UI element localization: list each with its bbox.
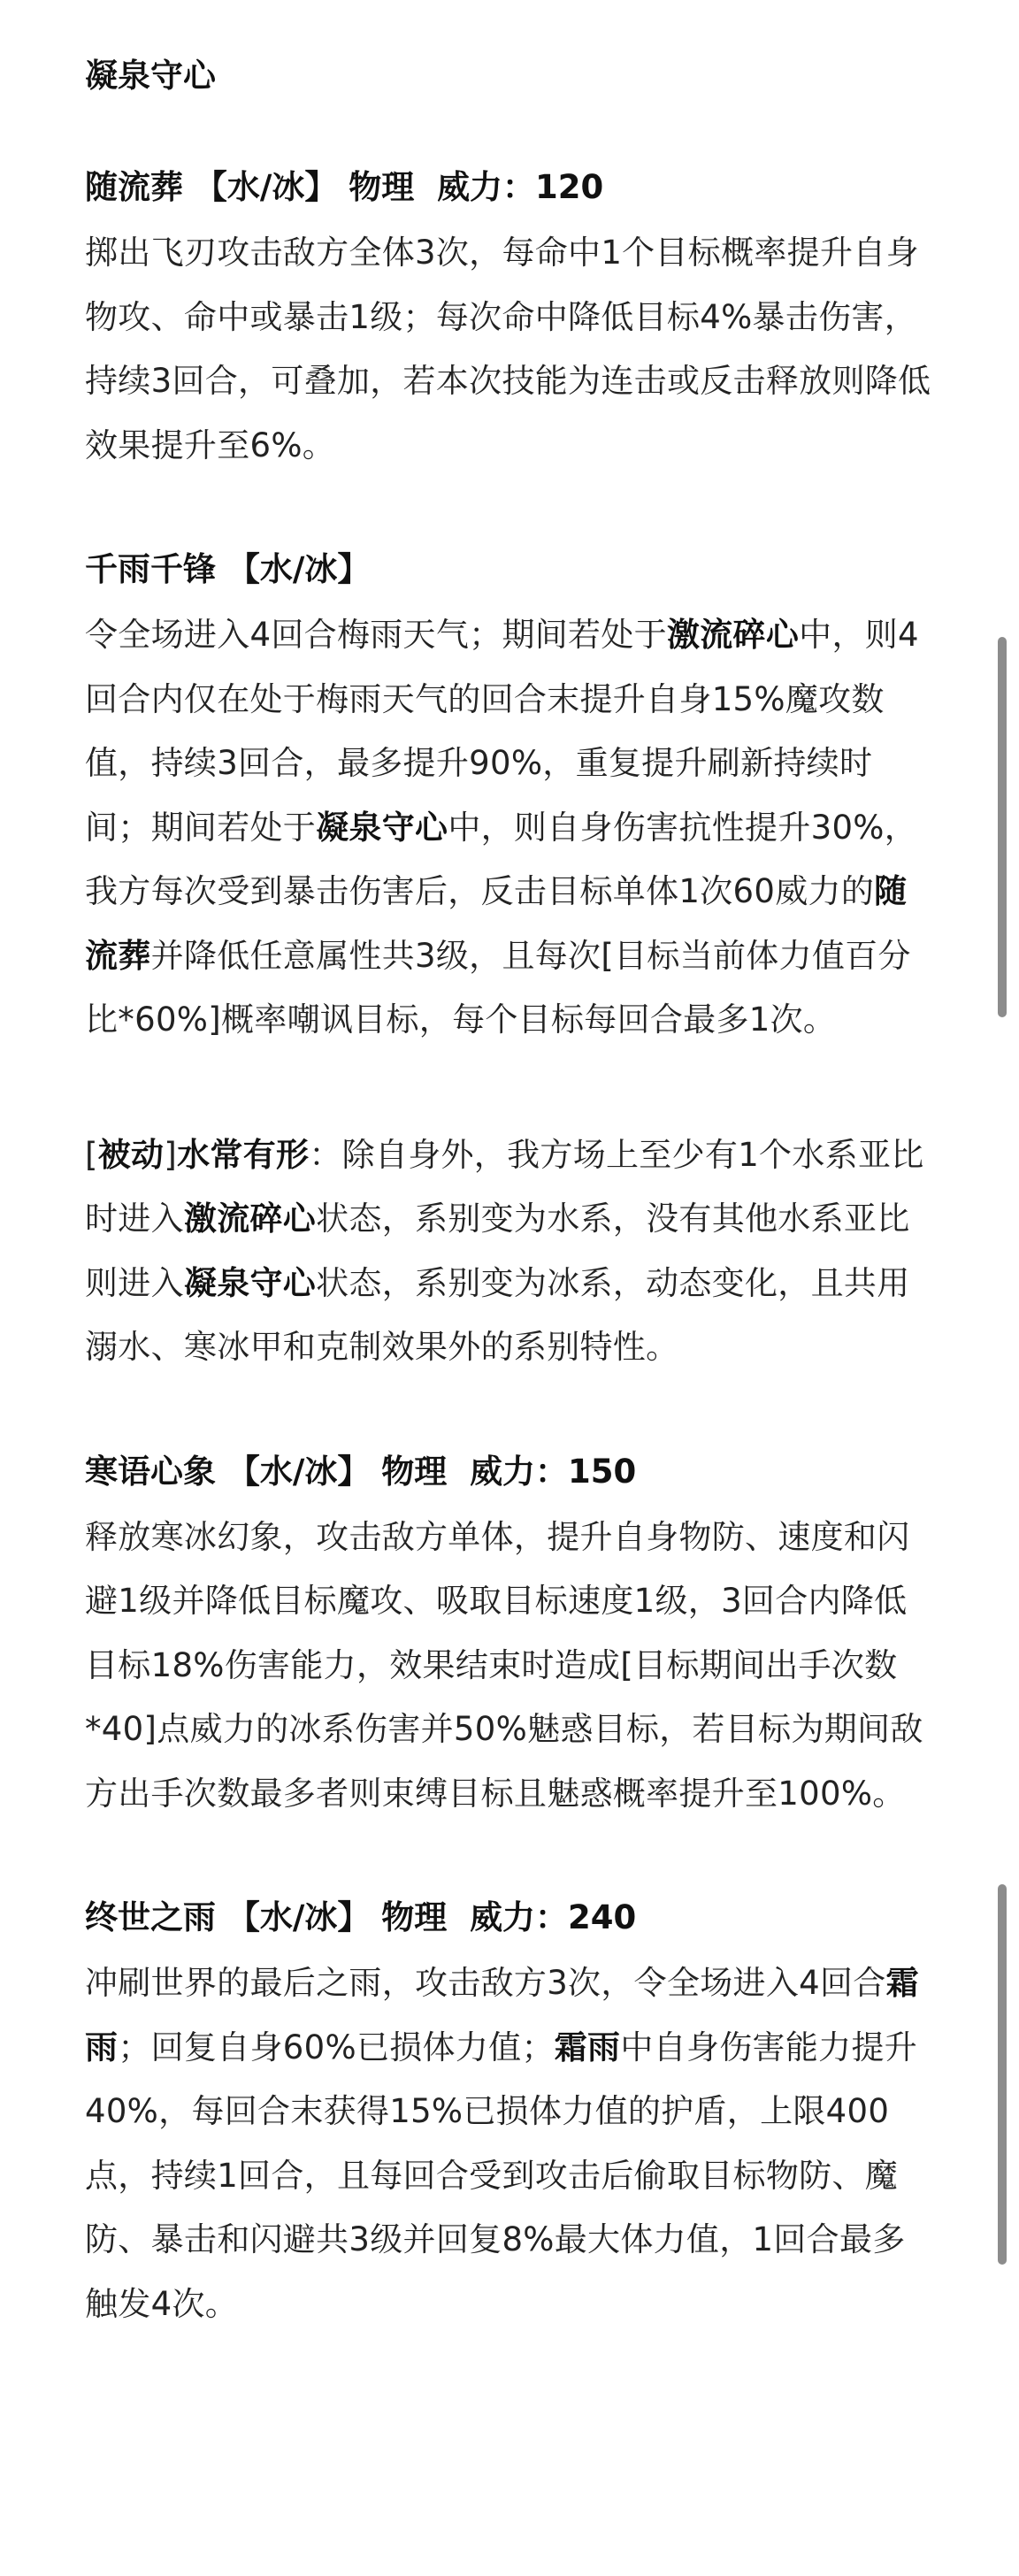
scrollbar-thumb-upper[interactable] bbox=[998, 637, 1007, 1017]
skill-attr: 【水/冰】 bbox=[226, 1452, 371, 1491]
skill-block bbox=[85, 166, 934, 478]
description-text: [ bbox=[85, 1135, 98, 1174]
skill-description bbox=[85, 603, 934, 1053]
skill-description bbox=[85, 1951, 934, 2336]
skill-attr: 【水/冰】 bbox=[226, 550, 371, 588]
skill-name: 寒语心象 bbox=[85, 1452, 216, 1491]
skill-header bbox=[85, 166, 934, 209]
skill-attr: 【水/冰】 bbox=[194, 168, 338, 206]
skill-header bbox=[85, 1451, 934, 1493]
skill-description bbox=[85, 1123, 934, 1380]
description-text: ] bbox=[164, 1135, 178, 1174]
skill-name: 千雨千锋 bbox=[85, 550, 216, 588]
keyword-text: 霜雨 bbox=[554, 2028, 621, 2066]
skill-category: 物理 bbox=[381, 1452, 448, 1491]
skill-category: 物理 bbox=[349, 168, 415, 206]
skill-block bbox=[85, 1897, 934, 2336]
description-text: 释放寒冰幻象，攻击敌方单体，提升自身物防、速度和闪避1级并降低目标魔攻、吸取目标速度1级，3回合内降低目标18%伤害能力，效果结束时造成[目标期间出手次数*40]点威力的冰系伤害并50%魅惑目标，若目标为期间敌方出手次数最多者则束缚目标且魅惑概率提升至100%。 bbox=[85, 1517, 923, 1813]
skill-power: 威力：150 bbox=[470, 1452, 637, 1491]
skill-name: 终世之雨 bbox=[85, 1898, 216, 1936]
document-page bbox=[85, 55, 934, 2407]
skill-category: 物理 bbox=[381, 1898, 448, 1936]
description-text: 中，则自身伤害抗性提升30%，我方每次受到暴击伤害后，反击目标单体1次60威力的 bbox=[85, 808, 918, 910]
description-text: ：除自身外，我方场上至少有1个水系亚比时进入 bbox=[85, 1135, 924, 1238]
skill-description bbox=[85, 221, 934, 478]
skill-block bbox=[85, 548, 934, 1053]
keyword-text: 激流碎心 bbox=[666, 616, 800, 654]
description-text: 状态，系别变为冰系，动态变化，且共用溺水、寒冰甲和克制效果外的系别特性。 bbox=[85, 1263, 910, 1366]
description-text: 掷出飞刃攻击敌方全体3次，每命中1个目标概率提升自身物攻、命中或暴击1级；每次命中降低目标4%暴击伤害，持续3回合，可叠加，若本次技能为连击或反击释放则降低效果提升至6%。 bbox=[85, 234, 931, 464]
keyword-text: 凝泉守心 bbox=[316, 808, 448, 847]
skill-block bbox=[85, 1451, 934, 1827]
description-text: ；回复自身60%已损体力值； bbox=[118, 2028, 555, 2066]
skill-description bbox=[85, 1506, 934, 1827]
skill-name: 随流葬 bbox=[85, 168, 183, 206]
keyword-text: 被动 bbox=[97, 1135, 165, 1174]
description-text: 状态，系别变为水系，没有其他水系亚比则进入 bbox=[85, 1200, 910, 1302]
skill-header bbox=[85, 548, 934, 591]
description-text: 中自身伤害能力提升40%，每回合末获得15%已损体力值的护盾，上限400点，持续1回合，且每回合受到攻击后偷取目标物防、魔防、暴击和闪避共3级并回复8%最大体力值，1回合最多触发4次。 bbox=[85, 2028, 918, 2323]
description-text: 令全场进入4回合梅雨天气；期间若处于 bbox=[85, 616, 667, 654]
skill-header bbox=[85, 1897, 934, 1939]
description-text: 并降低任意属性共3级，且每次[目标当前体力值百分比*60%]概率嘲讽目标，每个目标每回合最多1次。 bbox=[85, 936, 911, 1039]
description-text: 冲刷世界的最后之雨，攻击敌方3次，令全场进入4回合 bbox=[85, 1964, 886, 2002]
keyword-text: 水常有形 bbox=[177, 1135, 310, 1174]
page-title: 凝泉守心 bbox=[85, 57, 216, 95]
skill-block-passive bbox=[85, 1123, 934, 1380]
keyword-text: 激流碎心 bbox=[183, 1200, 317, 1238]
keyword-text: 随流葬 bbox=[85, 872, 908, 975]
keyword-text: 凝泉守心 bbox=[183, 1263, 317, 1302]
skill-attr: 【水/冰】 bbox=[226, 1898, 371, 1936]
skill-power: 威力：120 bbox=[437, 168, 604, 206]
skill-power: 威力：240 bbox=[470, 1898, 637, 1936]
scrollbar-thumb-lower[interactable] bbox=[998, 1884, 1007, 2265]
keyword-text: 霜雨 bbox=[85, 1964, 919, 2066]
description-text: 中，则4回合内仅在处于梅雨天气的回合末提升自身15%魔攻数值，持续3回合，最多提升90%，重复提升刷新持续时间；期间若处于 bbox=[85, 616, 919, 847]
